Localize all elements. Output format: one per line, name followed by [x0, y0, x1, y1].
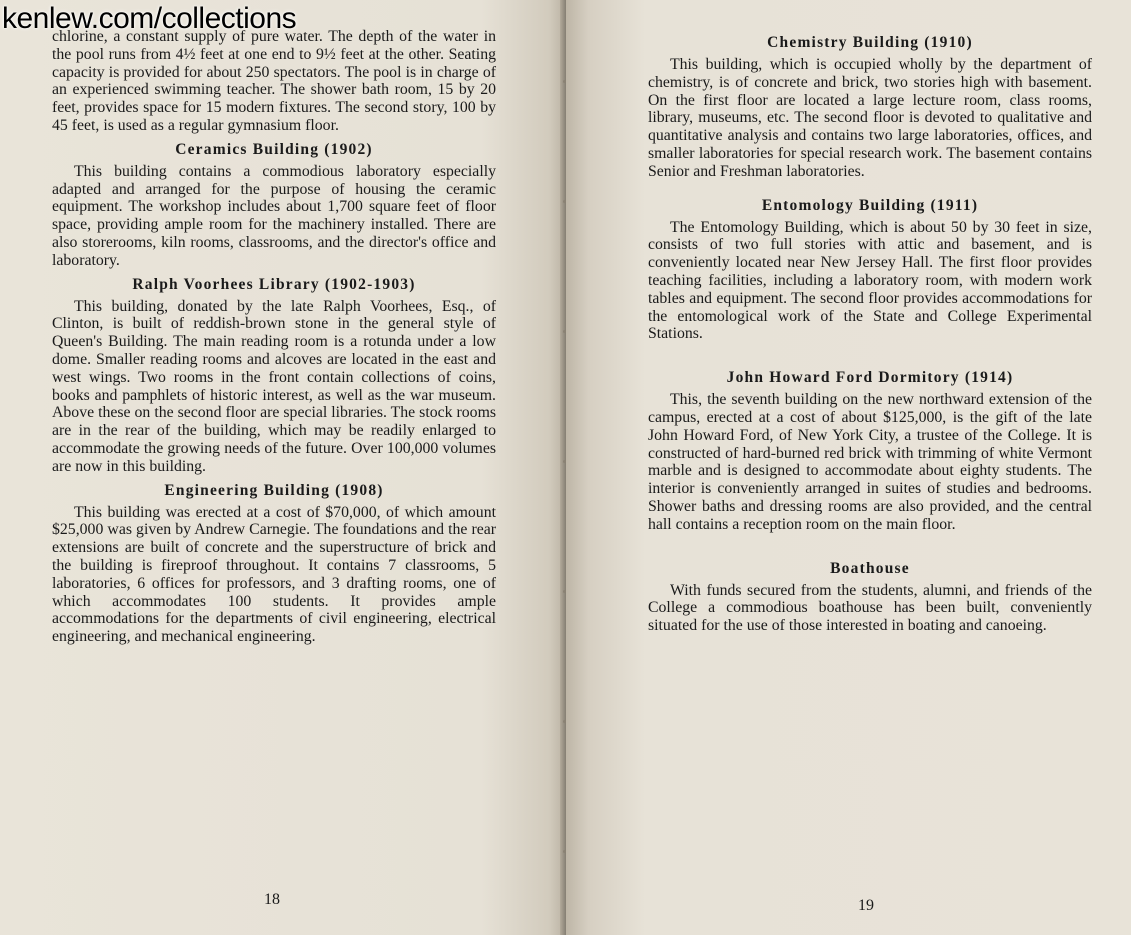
- chemistry-building-text: This building, which is occupied wholly by the department of chemistry, is of concrete and brick, two stories high with basement. On the first floor are located a large lecture room, class rooms, library, museums, etc. The second floor is devoted to qualitative and quantitative analysis and contains two large laboratories, offices, and smaller laboratories for special research work. The basement contains Senior and Freshman laboratories.: [648, 56, 1092, 180]
- entomology-building-heading: Entomology Building (1911): [761, 196, 979, 214]
- left-page-column: [52, 28, 496, 646]
- pool-continuation-text: chlorine, a constant supply of pure water. The depth of the water in the pool runs from 4½ feet at one end to 9½ feet at the other. Seating capacity is provided for about 250 spectators. The pool is in charge of an experienced swimming teacher. The shower bath room, 15 by 20 feet, provides space for 15 modern fixtures. The second story, 100 by 45 feet, is used as a regular gymnasium floor.: [52, 28, 496, 134]
- watermark-text: kenlew.com/collections: [2, 2, 297, 35]
- page-number-left: 18: [264, 891, 280, 908]
- voorhees-library-heading: Ralph Voorhees Library (1902-1903): [132, 275, 416, 293]
- entomology-building-text: The Entomology Building, which is about 50 by 30 feet in size, consists of two full stories with attic and basement, and is conveniently located near New Jersey Hall. The first floor provides teaching facilities, including a laboratory room, with modern work tables and equipment. The second floor provides accommodations for the entomological work of the State and College Experimental Stations.: [648, 218, 1092, 343]
- voorhees-library-text: This building, donated by the late Ralph Voorhees, Esq., of Clinton, is built of reddish-brown stone in the general style of Queen's Building. The main reading room is a rotunda under a low dome. Smaller reading rooms and alcoves are located in the east and west wings. Two rooms in the front contain collections of coins, books and pamphlets of historic interest, as well as the war museum. Above these on the second floor are special libraries. The stock rooms are in the rear of the building, which may be readily enlarged to accommodate the growing needs of the future. Over 100,000 volumes are now in this building.: [52, 297, 496, 475]
- right-page-column: [648, 34, 1092, 635]
- ceramics-building-text: This building contains a commodious laboratory especially adapted and arranged for the purpose of housing the ceramic equipment. The workshop includes about 1,700 square feet of floor space, providing ample room for the machinery installed. There are also storerooms, kiln rooms, classrooms, and the director's office and laboratory.: [52, 162, 496, 269]
- boathouse-text: With funds secured from the students, alumni, and friends of the College a commodious boathouse has been built, conveniently situated for the use of those interested in boating and canoeing.: [648, 581, 1092, 635]
- engineering-building-heading: Engineering Building (1908): [164, 481, 384, 499]
- ford-dormitory-text: This, the seventh building on the new northward extension of the campus, erected at a cost of about $125,000, is the gift of the late John Howard Ford, of New York City, a trustee of the College. It is constructed of hard-burned red brick with trimming of white Vermont marble and is designed to accommodate about eighty students. The interior is conveniently arranged in suites of studies and bedrooms. Shower baths and dressing rooms are also provided, and the central hall contains a reception room on the main floor.: [648, 391, 1092, 533]
- boathouse-heading: Boathouse: [830, 559, 910, 577]
- page-number-right: 19: [858, 897, 874, 914]
- right-page: [566, 0, 1131, 935]
- chemistry-building-heading: Chemistry Building (1910): [767, 34, 973, 51]
- engineering-building-text: This building was erected at a cost of $70,000, of which amount $25,000 was given by Andrew Carnegie. The foundations and the rear extensions are built of concrete and the superstructure of brick and the building is fireproof throughout. It contains 7 classrooms, 5 laboratories, 6 offices for professors, and 3 drafting rooms, one of which accommodates 100 students. It provides ample accommodations for the departments of civil engineering, electrical engineering, and mechanical engineering.: [52, 503, 496, 646]
- ford-dormitory-heading: John Howard Ford Dormitory (1914): [726, 369, 1014, 387]
- ceramics-building-heading: Ceramics Building (1902): [175, 140, 373, 158]
